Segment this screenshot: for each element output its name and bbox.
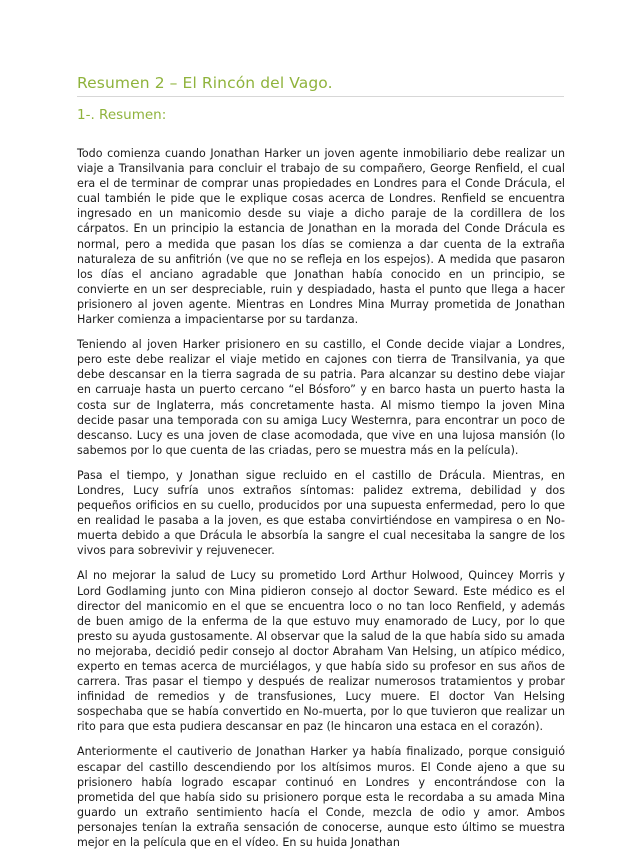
paragraph: Teniendo al joven Harker prisionero en su castillo, el Conde decide viajar a Londres, pero este debe realizar el viaje metido en cajones con tierra de Transilvania, ya que debe descansar en la tierra sagrada de su patria. Para alcanzar su destino debe viajar en carruaje hasta un puerto cercano “el Bósforo” y en barco hasta un puerto hasta la costa sur de Inglaterra, más concretamente hasta. Al mismo tiempo la joven Mina decide pasar una temporada con su amiga Lucy Westernra, para encontrar un poco de descanso. Lucy es una joven de clase acomodada, que vive en una lujosa mansión (lo sabemos por lo que cuenta de las criadas, pero se muestra más en la película).: [77, 338, 565, 457]
title-divider: [77, 96, 564, 97]
paragraph: Pasa el tiempo, y Jonathan sigue recluido en el castillo de Drácula. Mientras, en Londres, Lucy sufría unos extraños síntomas: palidez extrema, debilidad y dos pequeños orificios en su cuello, producidos por una supuesta enfermedad, pero lo que en realidad le pasaba a la joven, es que estaba convirtiéndose en vampiresa o en No-muerta debido a que Drácula le absorbía la sangre el cual necesitaba la sangre de los vivos para sobrevivir y rejuvenecer.: [77, 468, 565, 558]
paragraph: Todo comienza cuando Jonathan Harker un joven agente inmobiliario debe realizar un viaje a Transilvania para concluir el trabajo de su compañero, George Renfield, el cual era el de terminar de comprar unas propiedades en Londres para el Conde Drácula, el cual también le pide que le explique cosas acerca de Londres. Renfield se encuentra ingresado en un manicomio desde su viaje a dicho paraje de la cordillera de los cárpatos. En un principio la estancia de Jonathan en la morada del Conde Drácula es normal, pero a medida que pasan los días se comienza a dar cuenta de la extraña naturaleza de su anfitrión (ve que no se refleja en los espejos). A medida que pasaron los días el anciano agradable que Jonathan había conocido en un principio, se convierte en un ser despreciable, ruin y despiadado, hasta el punto que llega a hacer prisionero al joven agente. Mientras en Londres Mina Murray prometida de Jonathan Harker comienza a impacientarse por su tardanza.: [77, 147, 565, 327]
section-heading: 1-. Resumen:: [77, 107, 167, 123]
paragraph: Anteriormente el cautiverio de Jonathan Harker ya había finalizado, porque consiguió escapar del castillo descendiendo por los altísimos muros. El Conde ajeno a que su prisionero había logrado escapar continuó en Londres y encontrándose con la prometida del que había sido su prisionero porque esta le recordaba a su amada Mina guardo un extraño sentimiento hacía el Conde, mezcla de odio y amor. Ambos personajes tenían la extraña sensación de conocerse, aunque esto último se muestra mejor en la película que en el vídeo. En su huida Jonathan: [77, 745, 565, 850]
document-title: Resumen 2 – El Rincón del Vago.: [77, 74, 333, 92]
paragraph: Al no mejorar la salud de Lucy su prometido Lord Arthur Holwood, Quincey Morris y Lord Godlaming junto con Mina pidieron consejo al doctor Seward. Este médico es el director del manicomio en el que se encuentra loco o no tan loco Renfield, y además de buen amigo de la enferma de la que estuvo muy enamorado de Lucy, por lo que presto su ayuda gustosamente. Al observar que la salud de la que había sido su amada no mejoraba, decidió pedir consejo al doctor Abraham Van Helsing, un atípico médico, experto en temas acerca de murciélagos, y que había sido su profesor en sus años de carrera. Tras pasar el tiempo y después de realizar numerosos tratamientos y probar infinidad de remedios y de transfusiones, Lucy muere. El doctor Van Helsing sospechaba que se había convertido en No-muerta, por lo que tuvieron que realizar un rito para que esta pudiera descansar en paz (le hincaron una estaca en el corazón).: [77, 569, 565, 734]
document-body: [77, 146, 565, 860]
